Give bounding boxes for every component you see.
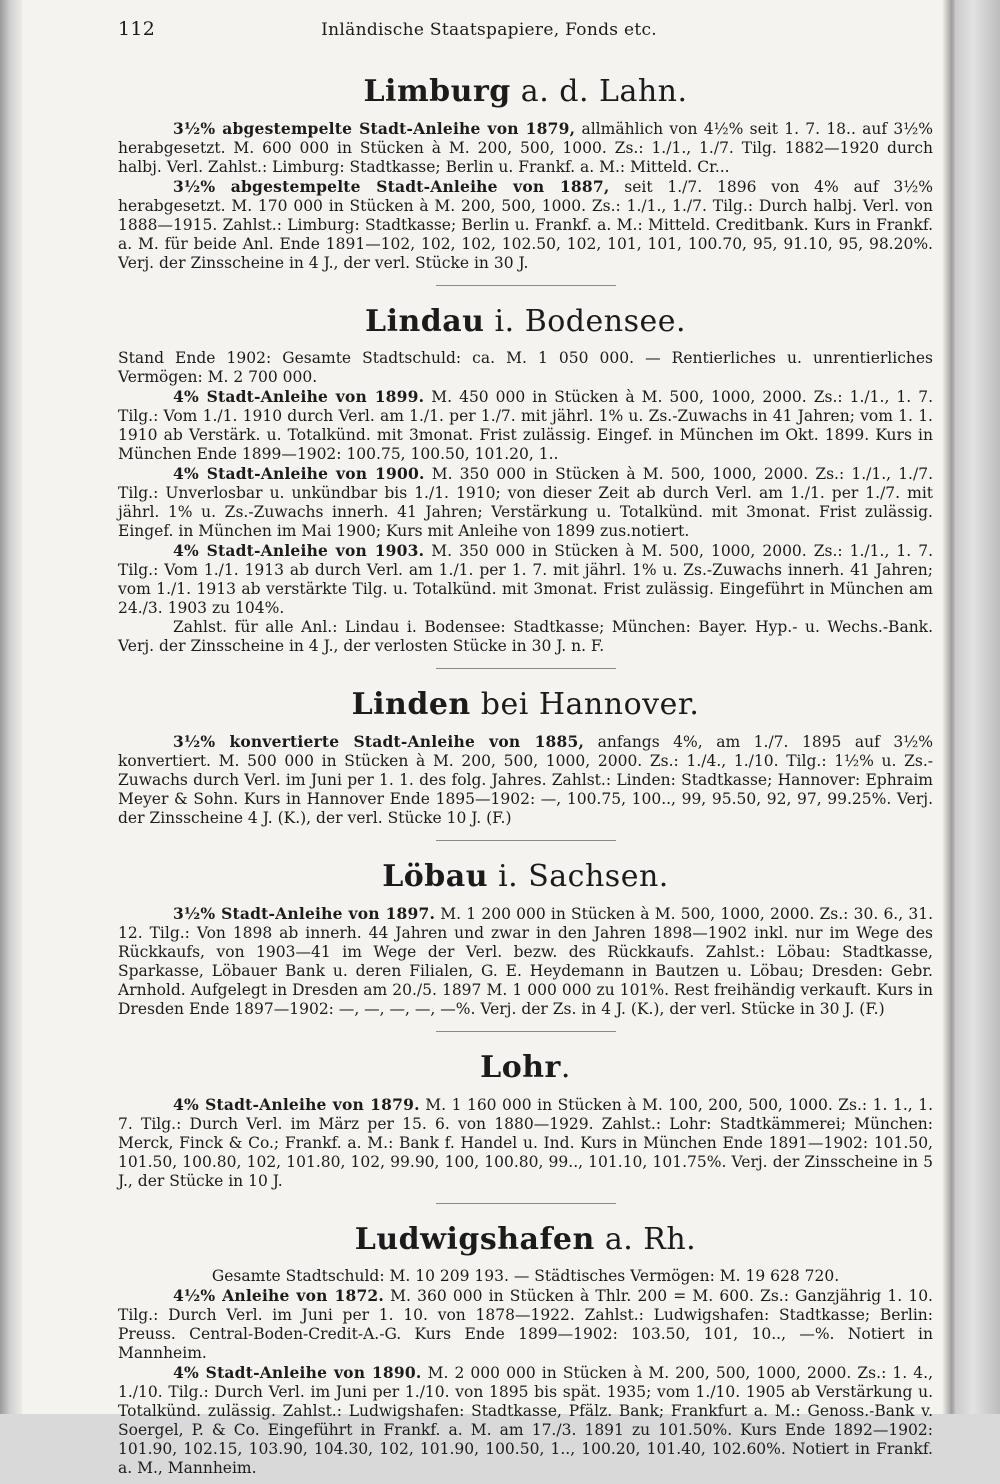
loan-title: 4½% Anleihe von 1872.: [173, 1286, 385, 1305]
section-divider: [436, 285, 616, 286]
loan-text: M. 1 160 000 in Stücken à M. 100, 200, 500, 1000. Zs.: 1. 1., 1. 7. Tilg.: Durch Verl. im März per 15. 6. von 1880—1929. Zahlst.: Lohr: Stadtkämmerei; München: Merck, Finck & Co.; Frankf. a. M.: Bank f. Handel u. Ind. Kurs in München Ende 1891—1902: 101.50, 101.50, 100.80, 102, 101.80, 102, 99.90, 100, 100.80, 99.., 101.10, 101.75%. Verj. der Zinsscheine in 5 J., der Stücke in 10 J.: [118, 1096, 933, 1190]
loan-text: M. 2 000 000 in Stücken à M. 200, 500, 1000, 2000. Zs.: 1. 4., 1./10. Tilg.: Durch Verl. im Juni per 1./10. von 1895 bis spät. 1935; vom 1./10. 1905 ab Verstärkung u. Totalkünd. zulässig. Zahlst.: Ludwigshafen: Stadtkasse, Pfälz. Bank; Frankfurt a. M.: Genoss.-Bank v. Soergel, P. & Co. Eingeführt in Frankf. a. M. am 17./3. 1891 zu 101.50%. Kurs Ende 1892—1902: 101.90, 102.15, 103.90, 104.30, 102, 101.90, 100.50, 1.., 100.20, 101.40, 102.60%. Notiert in Frankf. a. M., Mannheim.: [118, 1364, 933, 1477]
loan-text: seit 1./7. 1896 von 4% auf 3½% herabgesetzt. M. 170 000 in Stücken à M. 200, 500, 1000. Zs.: 1./1., 1./7. Tilg.: Durch halbj. Verl. von 1888—1915. Zahlst.: Limburg: Stadtkasse; Berlin u. Frankf. a. M.: Mitteld. Creditbank. Kurs in Frankf. a. M. für beide Anl. Ende 1891—102, 102, 102, 102.50, 102, 101, 101, 100.70, 95, 91.10, 95, 98.20%. Verj. der Zinsscheine in 4 J., der verl. Stücke in 30 J.: [118, 178, 933, 272]
loan-entry: [118, 1363, 933, 1478]
scan-edge: [0, 0, 22, 1414]
adjacent-page-edge: [955, 0, 1000, 1414]
section-ludwigshafen: [118, 1222, 933, 1478]
loan-text: anfangs 4%, am 1./7. 1895 auf 3½% konvertiert. M. 500 000 in Stücken à M. 200, 500, 1000, 2000. Zs.: 1./4., 1./10. Tilg.: 1½% u. Zs.-Zuwachs durch Verl. im Juni per 1. 1. des folg. Jahres. Zahlst.: Linden: Stadtkasse; Hannover: Ephraim Meyer & Sohn. Kurs in Hannover Ende 1895—1902: —, 100.75, 100.., 99, 95.50, 92, 97, 99.25%. Verj. der Zinsscheine 4 J. (K.), der verl. Stücke 10 J. (F.): [118, 733, 933, 827]
running-title: Inländische Staatspapiere, Fonds etc.: [321, 20, 657, 40]
page-header: [118, 18, 933, 40]
loan-text: M. 1 200 000 in Stücken à M. 500, 1000, 2000. Zs.: 30. 6., 31. 12. Tilg.: Von 1898 ab innerh. 44 Jahren und zwar in den Jahren 1898—1902 inkl. nur im Wege des Rückkaufs, von 1903—41 im Wege der Verl. bezw. des Rückkaufs. Zahlst.: Löbau: Stadtkasse, Sparkasse, Löbauer Bank u. deren Filialen, G. E. Heydemann in Bautzen u. Löbau; Dresden: Gebr. Arnhold. Aufgelegt in Dresden am 20./5. 1897 M. 1 000 000 zu 101%. Rest freihändig verkauft. Kurs in Dresden Ende 1897—1902: —, —, —, —, —%. Verj. der Zs. in 4 J. (K.), der verl. Stücke in 30 J. (F.): [118, 905, 933, 1018]
loan-title: 3½% konvertierte Stadt-Anleihe von 1885,: [173, 732, 585, 751]
loan-title: 4% Stadt-Anleihe von 1879.: [173, 1095, 420, 1114]
loan-entry: [118, 732, 933, 828]
loan-entry: [118, 387, 933, 464]
loan-text: M. 350 000 in Stücken à M. 500, 1000, 2000. Zs.: 1./1., 1./7. Tilg.: Unverlosbar u. unkündbar bis 1./1. 1910; von dieser Zeit ab durch Verl. am 1./1. per 1./7. mit jährl. 1% u. Zs.-Zuwachs innerh. 41 Jahren; Verstärkung u. Totalkünd. mit 3monat. Frist zulässig. Eingef. in München im Mai 1900; Kurs mit Anleihe von 1899 zus.notiert.: [118, 465, 933, 540]
loan-entry: [118, 904, 933, 1019]
loan-text: M. 450 000 in Stücken à M. 500, 1000, 2000. Zs.: 1./1., 1. 7. Tilg.: Vom 1./1. 1910 durch Verl. am 1./1. per 1./7. mit jährl. 1% u. Zs.-Zuwachs in 41 Jahren; vom 1. 1. 1910 ab Verstärk. u. Totalkünd. mit 3monat. Frist zulässig. Eingef. in München im Okt. 1899. Kurs in München Ende 1899—1902: 100.75, 100.50, 101.20, 1..: [118, 388, 933, 463]
loan-title: 4% Stadt-Anleihe von 1900.: [173, 464, 425, 483]
page-number: 112: [118, 18, 156, 40]
city-heading: [118, 1050, 933, 1085]
city-suffix: a. Rh.: [594, 1222, 697, 1257]
loan-title: 4% Stadt-Anleihe von 1890.: [173, 1363, 422, 1382]
city-heading: [118, 859, 933, 894]
city-suffix: a. d. Lahn.: [510, 74, 688, 109]
loan-entry: [118, 541, 933, 618]
city-name: Löbau: [382, 859, 489, 894]
city-name: Lindau: [364, 304, 485, 339]
loan-entry: [118, 119, 933, 177]
section-divider: [436, 1203, 616, 1204]
city-suffix: .: [560, 1050, 571, 1085]
loan-title: 3½% abgestempelte Stadt-Anleihe von 1887,: [173, 177, 610, 196]
payment-note: Zahlst. für alle Anl.: Lindau i. Bodensee: Stadtkasse; München: Bayer. Hyp.- u. Wechs.-Bank. Verj. der Zinsscheine in 4 J., der verlosten Stücke in 30 J. n. F.: [118, 618, 933, 655]
section-linden: [118, 687, 933, 841]
loan-entry: [118, 1286, 933, 1363]
city-name: Limburg: [363, 74, 511, 109]
loan-entry: [118, 464, 933, 541]
section-divider: [436, 840, 616, 841]
loan-entry: [118, 177, 933, 273]
city-heading: [118, 74, 933, 109]
city-name: Lohr: [480, 1050, 561, 1085]
city-summary: Gesamte Stadtschuld: M. 10 209 193. — Städtisches Vermögen: M. 19 628 720.: [211, 1267, 840, 1285]
loan-title: 3½% abgestempelte Stadt-Anleihe von 1879,: [173, 119, 576, 138]
section-lindau: [118, 304, 933, 669]
city-name: Linden: [351, 687, 471, 722]
city-heading: [118, 304, 933, 339]
city-name: Ludwigshafen: [354, 1222, 595, 1257]
section-lohr: [118, 1050, 933, 1204]
section-loebau: [118, 859, 933, 1032]
city-summary: Stand Ende 1902: Gesamte Stadtschuld: ca. M. 1 050 000. — Rentierliches u. unrentierliches Vermögen: M. 2 700 000.: [118, 349, 933, 386]
loan-title: 4% Stadt-Anleihe von 1903.: [173, 541, 425, 560]
section-divider: [436, 668, 616, 669]
loan-text: allmählich von 4½% seit 1. 7. 18.. auf 3½% herabgesetzt. M. 600 000 in Stücken à M. 200, 500, 1000. Zs.: 1./1., 1./7. Tilg. 1882—1920 durch halbj. Verl. Zahlst.: Limburg: Stadtkasse; Berlin u. Frankf. a. M.: Mitteld. Cr...: [118, 120, 934, 176]
city-suffix: i. Sachsen.: [488, 859, 669, 894]
city-suffix: i. Bodensee.: [484, 304, 687, 339]
loan-entry: [118, 1095, 933, 1191]
loan-text: M. 360 000 in Stücken à Thlr. 200 = M. 600. Zs.: Ganzjährig 1. 10. Tilg.: Durch Verl. im Juni per 1. 10. von 1878—1922. Zahlst.: Ludwigshafen: Stadtkasse; Berlin: Preuss. Central-Boden-Credit-A.-G. Kurs Ende 1899—1902: 103.50, 101, 10.., —%. Notiert in Mannheim.: [118, 1287, 933, 1362]
loan-text: M. 350 000 in Stücken à M. 500, 1000, 2000. Zs.: 1./1., 1. 7. Tilg.: Vom 1./1. 1913 ab durch Verl. am 1./1. per 1. 7. mit jährl. 1% u. Zs.-Zuwachs innerh. 41 Jahren; vom 1./1. 1913 ab verstärkte Tilg. u. Totalkünd. mit 3monat. Frist zulässig. Eingeführt in München am 24./3. 1903 zu 104%.: [118, 542, 933, 617]
city-heading: [118, 1222, 933, 1257]
city-suffix: bei Hannover.: [470, 687, 700, 722]
section-divider: [436, 1031, 616, 1032]
section-limburg: [118, 74, 933, 286]
city-heading: [118, 687, 933, 722]
loan-title: 4% Stadt-Anleihe von 1899.: [173, 387, 425, 406]
loan-title: 3½% Stadt-Anleihe von 1897.: [173, 904, 436, 923]
page-content: [118, 18, 933, 1484]
